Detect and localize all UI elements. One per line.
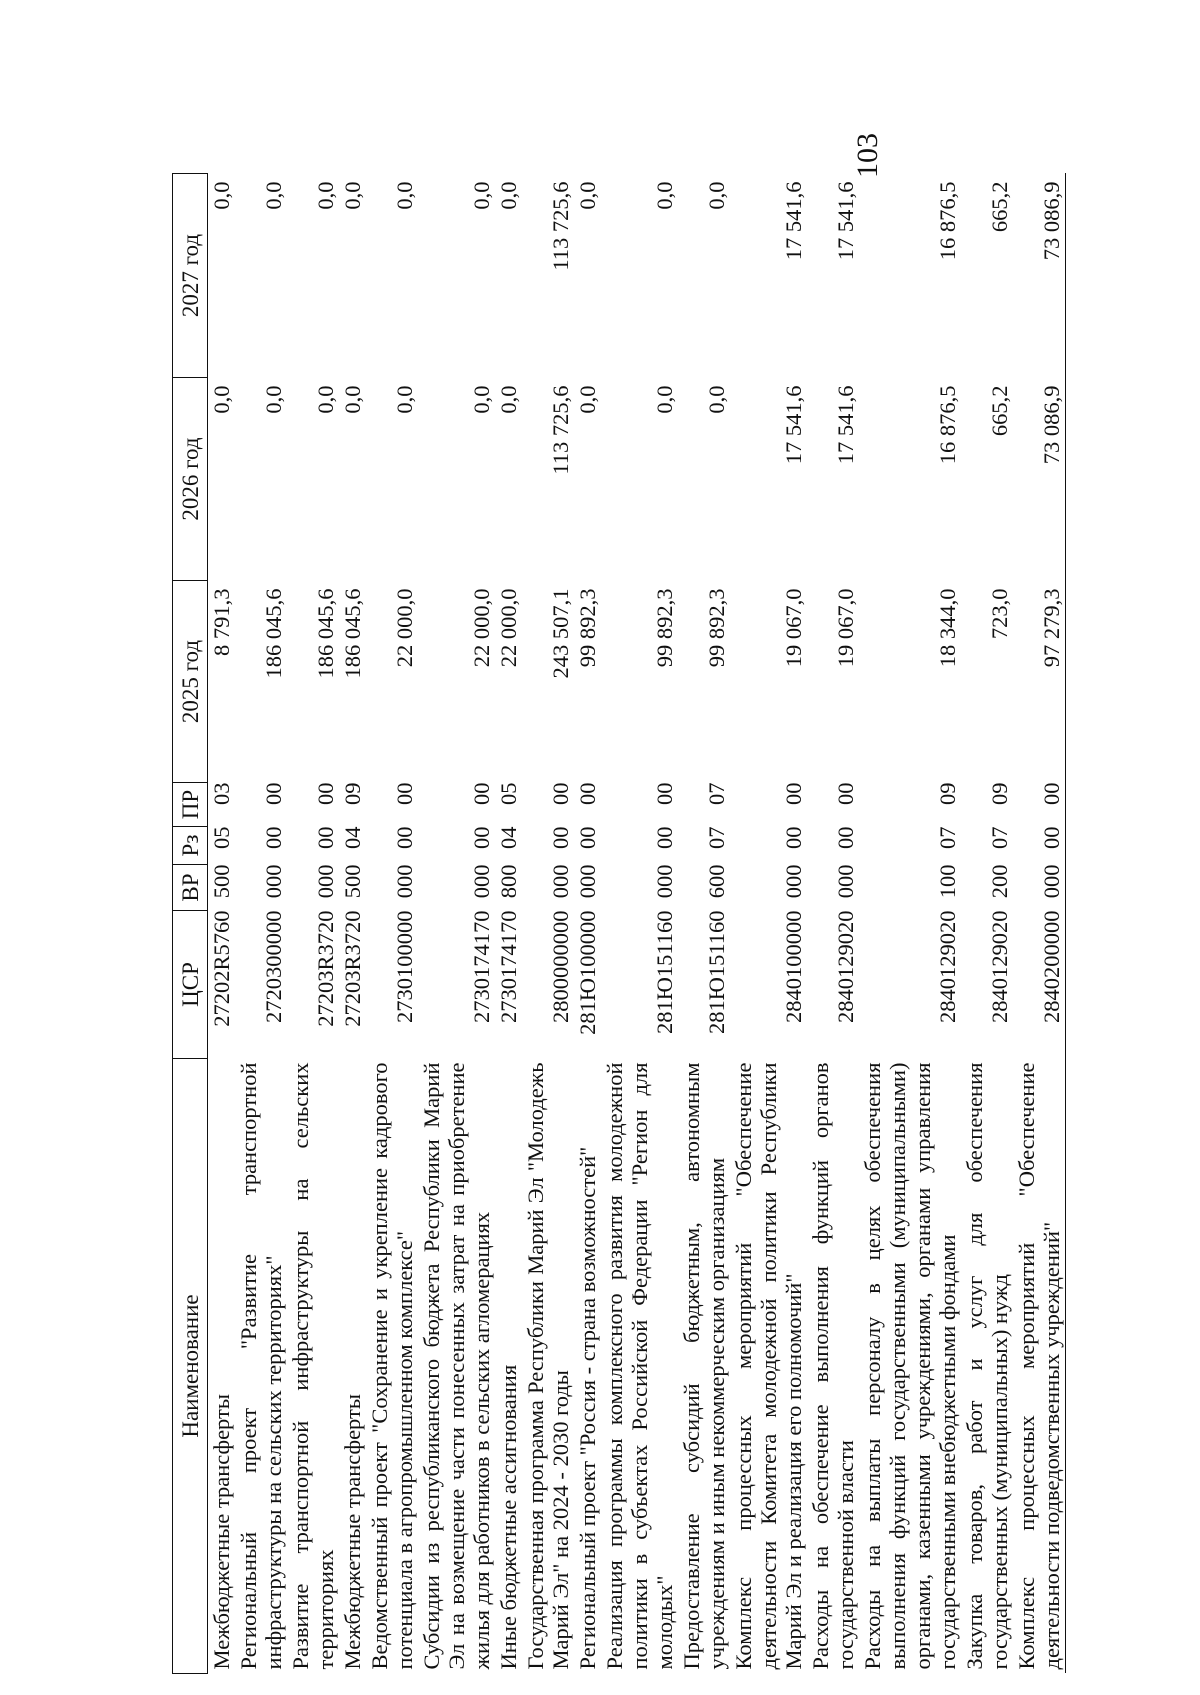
cell-pr: 00 [469,782,494,805]
cell-2027: 0,0 [209,181,234,210]
cell-2025: 186 045,6 [261,588,286,679]
cell-vr: 500 [340,864,365,899]
cell-2027: 0,0 [261,181,286,210]
cell-2026: 0,0 [392,385,417,414]
cell-2025: 18 344,0 [935,588,960,668]
cell-rz: 00 [469,826,494,849]
cell-2025: 19 067,0 [781,588,806,668]
cell-name: Развитие транспортной инфраструктуры на сельских территориях [288,1062,338,1670]
cell-rz: 00 [548,826,573,849]
cell-vr: 000 [652,864,677,899]
cell-csr: 27203R3720 [340,910,365,1027]
cell-csr: 2840129020 [833,910,858,1023]
cell-2027: 0,0 [392,181,417,210]
cell-2026: 17 541,6 [833,385,858,465]
cell-2025: 8 791,3 [209,588,234,656]
cell-2027: 0,0 [575,181,600,210]
header-rz: Рз [173,827,208,865]
budget-table [172,173,1066,1674]
cell-rz: 00 [261,826,286,849]
cell-name: Комплекс процессных мероприятий "Обеспечение деятельности Комитета молодежной политики Республики Марий Эл и реализация его полномочий" [731,1062,806,1670]
cell-pr: 03 [209,782,234,805]
cell-rz: 07 [987,826,1012,849]
cell-2025: 186 045,6 [340,588,365,679]
cell-name: Расходы на обеспечение выполнения функций органов государственной власти [808,1062,858,1670]
table-row [859,174,961,1674]
table-row [366,174,418,1674]
cell-name: Предоставление субсидий бюджетным, автономным учреждениям и иным некоммерческим организациям [679,1062,729,1670]
header-pr: ПР [173,783,208,827]
cell-rz: 07 [935,826,960,849]
cell-pr: 00 [781,782,806,805]
cell-2027: 665,2 [987,181,1012,233]
table-row [678,174,730,1674]
cell-csr: 281Ю100000 [575,910,600,1035]
table-row [235,174,287,1674]
cell-vr: 600 [704,864,729,899]
cell-rz: 04 [496,826,521,849]
cell-2027: 0,0 [340,181,365,210]
cell-csr: 2840129020 [935,910,960,1023]
cell-2025: 22 000,0 [469,588,494,668]
table-row [601,174,678,1674]
header-2025: 2025 год [173,581,208,783]
cell-csr: 2840200000 [1013,911,1066,1059]
cell-vr: 000 [469,864,494,899]
cell-vr: 200 [987,864,1012,899]
table-row [208,174,236,1674]
cell-2025: 97 279,3 [1013,581,1066,783]
cell-2027: 73 086,9 [1013,174,1066,378]
cell-pr: 00 [575,782,600,805]
cell-rz: 00 [781,826,806,849]
cell-csr: 27203R3720 [313,910,338,1027]
cell-2026: 0,0 [652,385,677,414]
cell-2026: 665,2 [987,385,1012,437]
cell-2027: 0,0 [652,181,677,210]
cell-vr: 000 [781,864,806,899]
cell-2027: 0,0 [704,181,729,210]
cell-2025: 243 507,1 [548,588,573,679]
cell-2026: 17 541,6 [781,385,806,465]
cell-csr: 2720300000 [261,910,286,1023]
cell-2026: 0,0 [313,385,338,414]
cell-vr: 000 [575,864,600,899]
cell-2025: 99 892,3 [652,588,677,668]
cell-vr: 100 [935,864,960,899]
cell-name: Региональный проект "Развитие транспортной инфраструктуры на сельских территориях" [236,1062,286,1670]
cell-2027: 17 541,6 [781,181,806,261]
cell-vr: 800 [496,864,521,899]
cell-vr: 000 [392,864,417,899]
cell-name: Государственная программа Республики Марий Эл "Молодежь Марий Эл" на 2024 - 2030 годы [523,1062,573,1670]
cell-2026: 0,0 [469,385,494,414]
cell-vr: 000 [833,864,858,899]
cell-2026: 0,0 [340,385,365,414]
cell-name: Межбюджетные трансферты [340,1394,365,1670]
cell-pr: 00 [313,782,338,805]
page-number: 103 [851,133,884,178]
cell-pr: 09 [987,782,1012,805]
cell-pr: 00 [833,782,858,805]
cell-csr: 2800000000 [548,910,573,1023]
header-name: Наименование [173,1059,208,1674]
cell-csr: 281Ю151160 [652,910,677,1035]
header-2026: 2026 год [173,378,208,581]
cell-csr: 27202R5760 [209,910,234,1027]
cell-name: Ведомственный проект "Сохранение и укрепление кадрового потенциала в агропромышленном комплексе" [367,1062,417,1670]
cell-2027: 17 541,6 [833,181,858,261]
cell-rz: 00 [833,826,858,849]
cell-pr: 00 [261,782,286,805]
cell-pr: 09 [935,782,960,805]
cell-rz: 07 [704,826,729,849]
cell-2025: 19 067,0 [833,588,858,668]
cell-2026: 0,0 [261,385,286,414]
cell-vr: 000 [548,864,573,899]
table-row [961,174,1013,1674]
cell-rz: 00 [652,826,677,849]
cell-pr: 00 [652,782,677,805]
table-row [418,174,495,1674]
cell-2025: 99 892,3 [575,588,600,668]
cell-2027: 16 876,5 [935,181,960,261]
cell-vr: 000 [313,864,338,899]
cell-2026: 16 876,5 [935,385,960,465]
header-vr: ВР [173,865,208,911]
cell-csr: 281Ю151160 [704,910,729,1035]
cell-name: Региональный проект "Россия - страна возможностей" [575,1146,600,1670]
cell-rz: 00 [392,826,417,849]
cell-pr: 00 [392,782,417,805]
table-row [339,174,366,1674]
cell-2026: 0,0 [209,385,234,414]
budget-table-sheet [172,174,1064,1674]
cell-rz: 05 [209,826,234,849]
cell-pr: 00 [1013,783,1066,827]
cell-csr: 2730174170 [496,910,521,1023]
cell-vr: 000 [261,864,286,899]
cell-vr: 000 [1013,865,1066,911]
cell-rz: 00 [313,826,338,849]
table-row [730,174,807,1674]
cell-rz: 00 [1013,827,1066,865]
table-row [1013,174,1066,1674]
header-csr: ЦСР [173,911,208,1059]
header-2027: 2027 год [173,174,208,378]
cell-vr: 500 [209,864,234,899]
cell-rz: 00 [575,826,600,849]
cell-rz: 04 [340,826,365,849]
cell-name: Расходы на выплаты персоналу в целях обеспечения выполнения функций государственными (муниципальными) органами, казенными учреждениями, органами управления государственными внебюджетными фондами [860,1062,960,1670]
table-row [574,174,601,1674]
cell-csr: 2730174170 [469,910,494,1023]
cell-name: Закупка товаров, работ и услуг для обеспечения государственных (муниципальных) нужд [962,1062,1012,1670]
table-header-row [173,174,208,1674]
cell-name: Субсидии из республиканского бюджета Республики Марий Эл на возмещение части понесенных затрат на приобретение жилья для работников в сельских агломерациях [419,1062,494,1670]
cell-2026: 0,0 [575,385,600,414]
cell-2027: 0,0 [469,181,494,210]
cell-pr: 00 [548,782,573,805]
cell-name: Реализация программы комплексного развития молодежной политики в субъектах Российской Федерации "Регион для молодых" [602,1062,677,1670]
cell-2025: 99 892,3 [704,588,729,668]
cell-csr: 2840100000 [781,910,806,1023]
cell-csr: 2730100000 [392,910,417,1023]
cell-2025: 723,0 [987,588,1012,640]
cell-csr: 2840129020 [987,910,1012,1023]
cell-name: Иные бюджетные ассигнования [496,1364,521,1670]
cell-2025: 22 000,0 [392,588,417,668]
cell-2027: 113 725,6 [548,181,573,271]
table-row [287,174,339,1674]
table-row [522,174,574,1674]
cell-2027: 0,0 [313,181,338,210]
cell-pr: 07 [704,782,729,805]
table-row [807,174,859,1674]
cell-2026: 0,0 [496,385,521,414]
cell-2025: 186 045,6 [313,588,338,679]
cell-name: Комплекс процессных мероприятий "Обеспечение деятельности подведомственных учреждений" [1013,1059,1066,1674]
cell-2026: 0,0 [704,385,729,414]
cell-2026: 73 086,9 [1013,378,1066,581]
cell-2026: 113 725,6 [548,385,573,475]
cell-2027: 0,0 [496,181,521,210]
cell-pr: 05 [496,782,521,805]
cell-2025: 22 000,0 [496,588,521,668]
cell-pr: 09 [340,782,365,805]
table-row [495,174,522,1674]
cell-name: Межбюджетные трансферты [209,1394,234,1670]
